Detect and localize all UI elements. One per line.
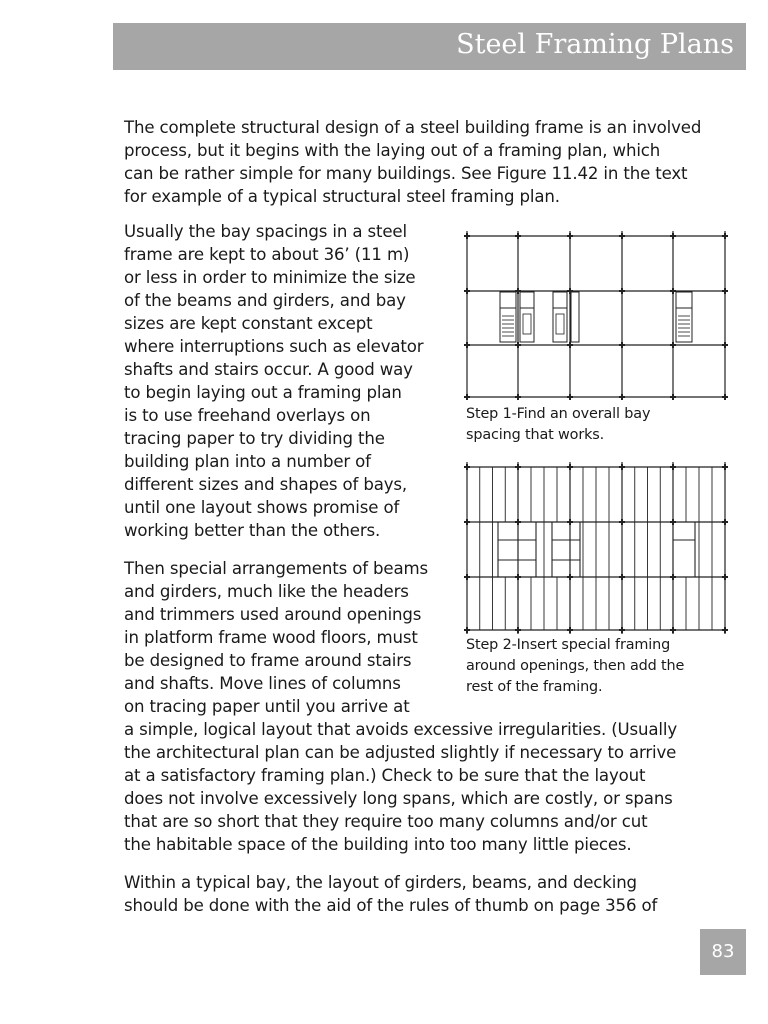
- text-line: frame are kept to about 36’ (11 m): [124, 245, 410, 264]
- text-line: be designed to frame around stairs: [124, 651, 412, 670]
- text-line: sizes are kept constant except: [124, 314, 373, 333]
- text-line: The complete structural design of a steel building frame is an involved: [124, 118, 702, 137]
- text-line: shafts and stairs occur. A good way: [124, 360, 413, 379]
- text-line: of the beams and girders, and bay: [124, 291, 406, 310]
- text-line: the architectural plan can be adjusted slightly if necessary to arrive: [124, 743, 677, 762]
- caption-line: Step 2-Insert special framing: [466, 637, 671, 653]
- text-line: working better than the others.: [124, 521, 381, 540]
- text-line: where interruptions such as elevator: [124, 337, 424, 356]
- text-line: a simple, logical layout that avoids excessive irregularities. (Usually: [124, 720, 677, 739]
- text-line: in platform frame wood floors, must: [124, 628, 418, 647]
- caption-line: Step 1-Find an overall bay: [466, 406, 651, 422]
- text-line: Within a typical bay, the layout of girders, beams, and decking: [124, 873, 637, 892]
- text-line: until one layout shows promise of: [124, 498, 400, 517]
- text-line: tracing paper to try dividing the: [124, 429, 385, 448]
- text-line: Usually the bay spacings in a steel: [124, 222, 407, 241]
- text-line: to begin laying out a framing plan: [124, 383, 402, 402]
- text-line: the habitable space of the building into too many little pieces.: [124, 835, 632, 854]
- text-line: at a satisfactory framing plan.) Check to be sure that the layout: [124, 766, 646, 785]
- framing-plan-step1: [460, 228, 732, 402]
- text-line: for example of a typical structural steel framing plan.: [124, 187, 560, 206]
- text-line: and trimmers used around openings: [124, 605, 422, 624]
- text-line: is to use freehand overlays on: [124, 406, 371, 425]
- text-line: process, but it begins with the laying out of a framing plan, which: [124, 141, 661, 160]
- text-line: and girders, much like the headers: [124, 582, 409, 601]
- framing-plan-step2: [460, 460, 732, 636]
- text-line: different sizes and shapes of bays,: [124, 475, 408, 494]
- text-line: and shafts. Move lines of columns: [124, 674, 401, 693]
- caption-line: rest of the framing.: [466, 679, 603, 695]
- text-line: Then special arrangements of beams: [124, 559, 428, 578]
- page-number-box: [700, 929, 746, 975]
- text-line: should be done with the aid of the rules of thumb on page 356 of: [124, 896, 658, 915]
- page-title: Steel Framing Plans: [456, 29, 734, 60]
- text-line: does not involve excessively long spans, which are costly, or spans: [124, 789, 673, 808]
- caption-line: spacing that works.: [466, 427, 605, 443]
- text-line: can be rather simple for many buildings. See Figure 11.42 in the text: [124, 164, 688, 183]
- text-line: on tracing paper until you arrive at: [124, 697, 410, 716]
- caption-line: around openings, then add the: [466, 658, 685, 674]
- page-number: 83: [711, 941, 735, 962]
- text-line: or less in order to minimize the size: [124, 268, 416, 287]
- header-bar: [113, 23, 746, 70]
- text-line: building plan into a number of: [124, 452, 371, 471]
- text-line: that are so short that they require too many columns and/or cut: [124, 812, 648, 831]
